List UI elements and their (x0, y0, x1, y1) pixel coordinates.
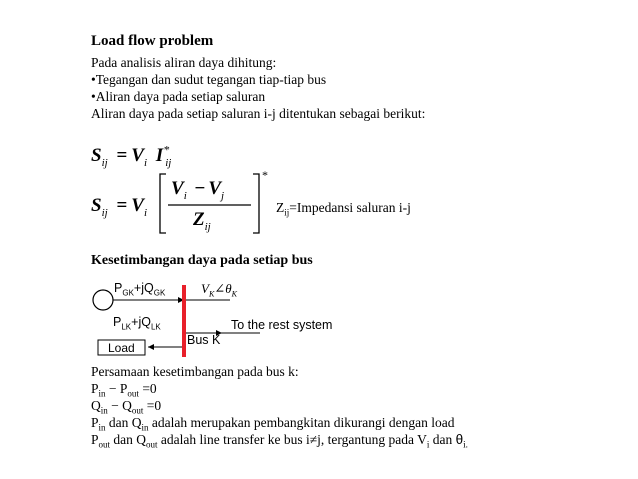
generator-icon (93, 290, 113, 310)
equation-2-denominator: $Z_{ij}$ (193, 209, 211, 233)
balance-heading: Persamaan kesetimbangan pada bus k: (91, 364, 299, 379)
bullet-power-flow: •Aliran daya pada setiap saluran (91, 89, 266, 104)
equation-1: $S_{ij} = V_i$ $I^*_{ij}$ (91, 142, 172, 169)
section-heading: Kesetimbangan daya pada setiap bus (91, 253, 313, 268)
bus-k-label: Bus K (187, 333, 221, 347)
bullet-voltage: •Tegangan dan sudut tegangan tiap-tiap bus (91, 72, 327, 87)
generation-explanation: $P_{in}$ dan $Q_{in}$ adalah merupakan pembangkitan dikurangi dengan load (91, 415, 455, 433)
load-power-label: $P_{LK}+jQ_{LK}$ (113, 315, 161, 332)
page-title: Load flow problem (91, 33, 214, 49)
intro-line-2: Aliran daya pada setiap saluran i-j ditentukan sebagai berikut: (91, 106, 426, 121)
load-box-label: Load (108, 341, 135, 355)
equation-2-conjugate: * (262, 168, 268, 182)
rest-system-label: To the rest system (231, 318, 333, 332)
intro-line: Pada analisis aliran daya dihitung: (91, 55, 277, 70)
q-balance-equation: $Q_{in} - Q_{out} =0$ (91, 398, 162, 416)
bus-voltage-label: $V_K\angle\theta_K$ (201, 281, 237, 299)
equation-2-numerator: $V_i - V_j$ (171, 178, 225, 202)
p-balance-equation: $P_{in} - P_{out} =0$ (91, 381, 157, 399)
generation-label: $P_{GK}+jQ_{GK}$ (114, 281, 166, 298)
equation-2-lhs: $S_{ij} = V_i$ (91, 195, 148, 219)
line-transfer-explanation: $P_{out}$ dan $Q_{out}$ adalah line transfer ke bus i≠j, tergantung pada $V_i$ dan $\theta_{i.}$ (91, 432, 468, 450)
impedance-note: $Z_{ij}=Impedansi$ saluran i-j (276, 200, 411, 218)
